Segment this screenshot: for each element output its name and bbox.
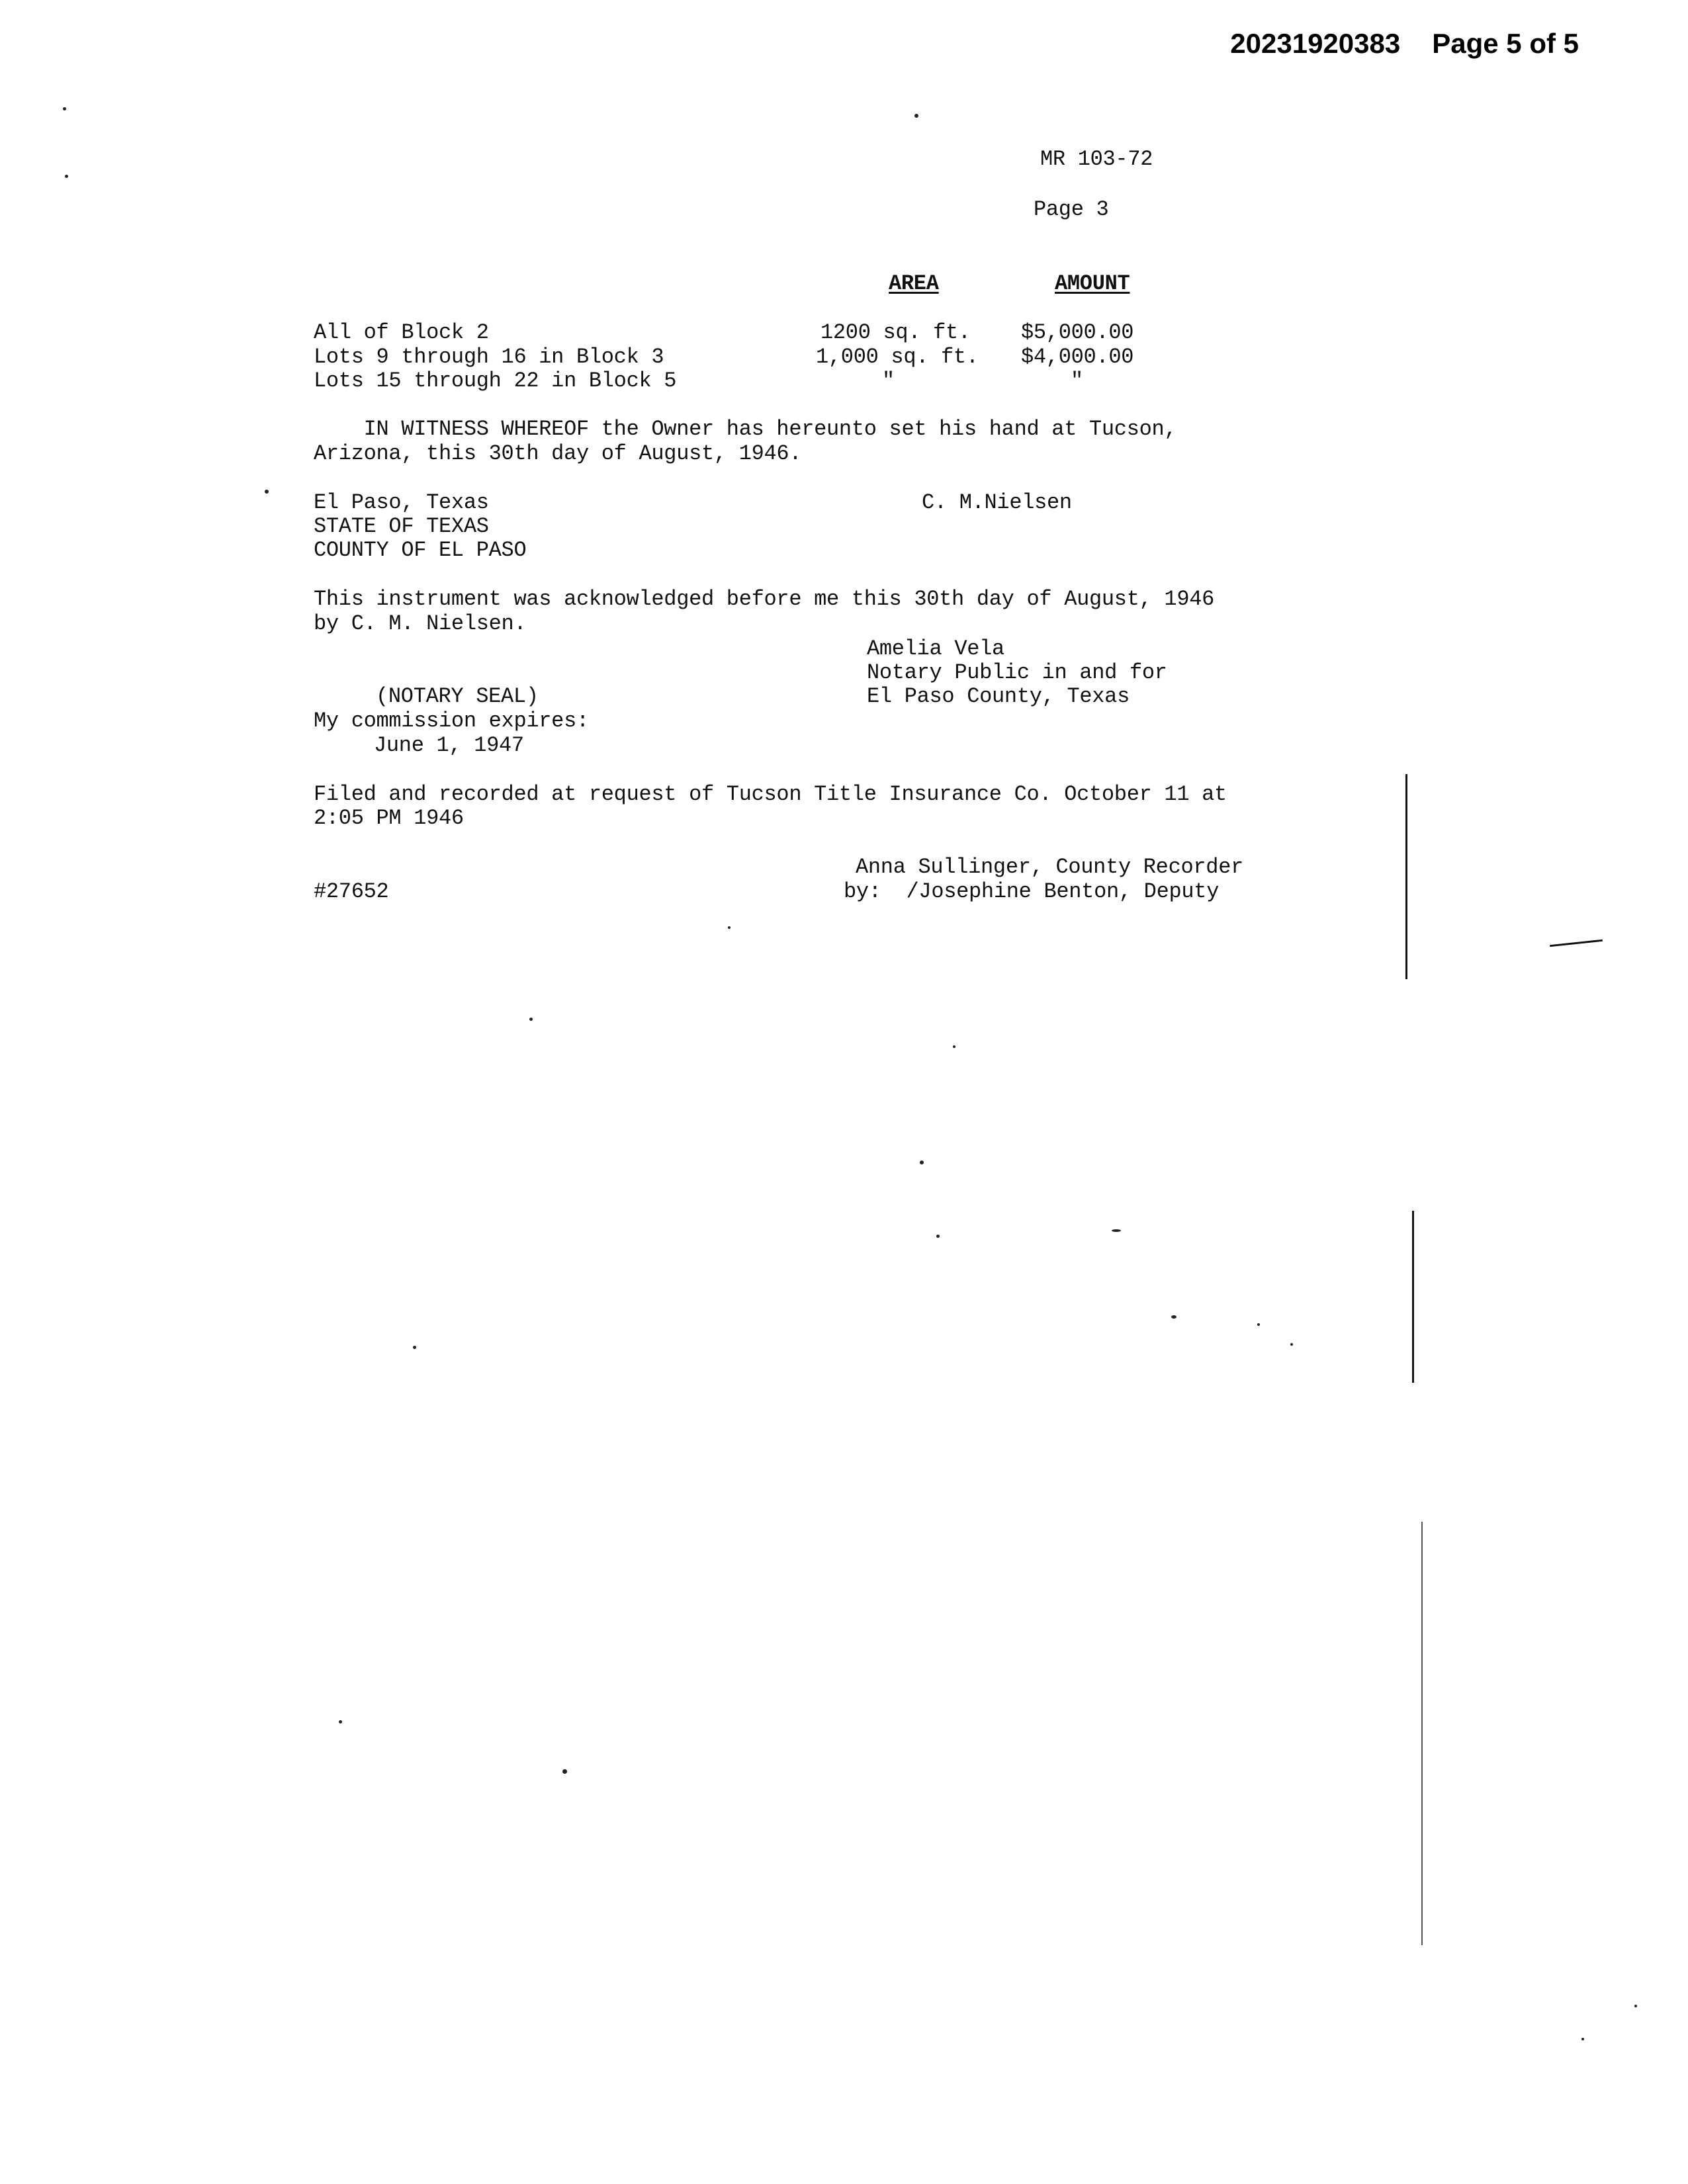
acknowledgment-line-1: This instrument was acknowledged before me this 30th day of August, 1946 [314,587,1215,611]
filing-line-2: 2:05 PM 1946 [314,806,464,830]
recording-stamp [1230,28,1579,60]
notary-name: Amelia Vela [867,636,1004,661]
county-recorder: Anna Sullinger, County Recorder [856,855,1243,879]
scan-edge-line [1405,774,1407,979]
row-area: 1,000 sq. ft. [816,345,979,369]
column-header-amount: AMOUNT [1055,271,1130,296]
scan-edge-line [1421,1522,1423,1945]
speck [65,175,68,178]
speck [953,1045,955,1048]
document-number: 20231920383 [1230,28,1401,59]
map-reference: MR 103-72 [1040,147,1153,171]
row-description: All of Block 2 [314,320,489,345]
acknowledgment-line-2: by C. M. Nielsen. [314,611,527,636]
page-number: Page 3 [1034,197,1109,222]
notary-seal: (NOTARY SEAL) [376,684,539,709]
speck [562,1769,567,1774]
row-amount: $5,000.00 [1021,320,1134,345]
row-amount: $4,000.00 [1021,345,1134,369]
commission-label: My commission expires: [314,709,589,733]
witness-line-1: IN WITNESS WHEREOF the Owner has hereunto set his hand at Tucson, [314,417,1177,441]
speck [914,114,918,118]
owner-signature: C. M.Nielsen [922,490,1072,515]
row-description: Lots 15 through 22 in Block 5 [314,369,677,393]
venue-city: El Paso, Texas [314,490,489,515]
witness-line-2: Arizona, this 30th day of August, 1946. [314,441,802,466]
page-indicator: Page 5 of 5 [1432,28,1579,59]
notary-title: Notary Public in and for [867,660,1167,685]
speck [1634,2005,1637,2007]
speck [1290,1343,1293,1346]
notary-county: El Paso County, Texas [867,684,1130,709]
deputy-recorder: by: /Josephine Benton, Deputy [844,879,1220,904]
speck [63,107,66,110]
row-description: Lots 9 through 16 in Block 3 [314,345,664,369]
speck [413,1346,416,1349]
commission-date: June 1, 1947 [374,733,524,758]
venue-state: STATE OF TEXAS [314,514,489,539]
speck [1112,1229,1121,1232]
row-area: " [882,369,895,393]
scan-mark [1550,939,1603,947]
speck [1581,2038,1584,2040]
scan-edge-line [1412,1211,1414,1383]
row-area: 1200 sq. ft. [821,320,971,345]
speck [920,1160,924,1164]
column-header-area: AREA [889,271,939,296]
speck [265,490,269,494]
speck [1257,1323,1260,1326]
speck [728,926,731,929]
venue-county: COUNTY OF EL PASO [314,538,527,562]
speck [936,1235,940,1238]
speck [1171,1315,1177,1319]
speck [339,1720,342,1724]
filing-line-1: Filed and recorded at request of Tucson Title Insurance Co. October 11 at [314,782,1227,807]
document-id: #27652 [314,879,389,904]
row-amount: " [1071,369,1083,393]
speck [529,1018,533,1021]
